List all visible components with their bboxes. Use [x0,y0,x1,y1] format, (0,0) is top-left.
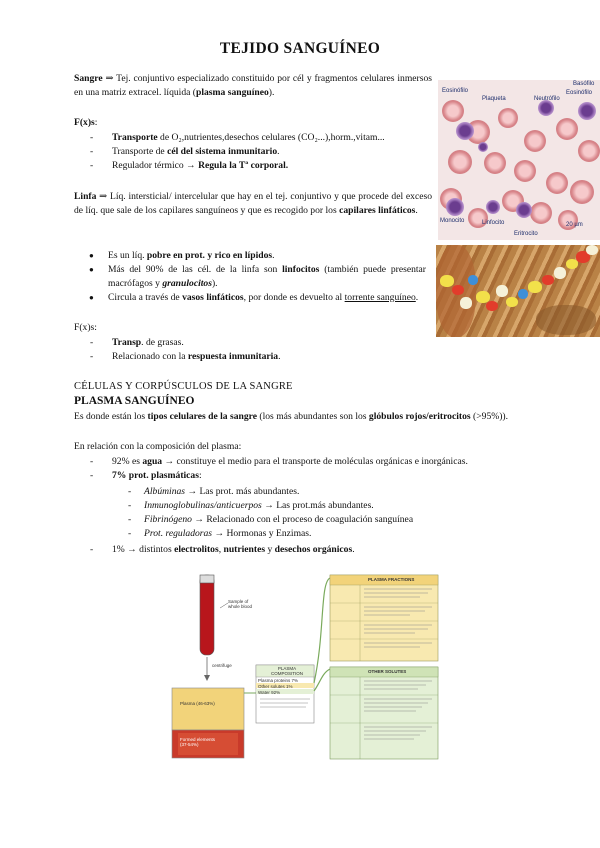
fx-heading: F(x)s: [74,117,98,128]
linfa-term: Linfa [74,191,97,202]
tube-sample-label: Sample of whole blood [228,599,253,609]
label-eosinofilo: Eosinófilo [566,90,593,96]
list-item: - Transporte de cél del sistema inmunitario. [90,146,280,157]
label-plaqueta: Plaqueta [482,96,506,102]
label-neutrofilo: Neutrófilo [534,96,560,102]
composition-last [90,543,532,557]
proteins-list [128,485,524,541]
list-item: - Fibrinógeno → Relacionado con el proceso de coagulación sanguínea [128,514,414,525]
composition-row: Other solutes 1% [258,684,293,689]
other-solutes-label: OTHER SOLUTES [368,669,407,674]
list-item: ● Más del 90% de las cél. de la linfa son linfocitos (también puede presentar macrófagos y granulocitos). [89,264,426,289]
list-item: ● Circula a través de vasos linfáticos, por donde es devuelto al torrente sanguíneo. [89,292,419,303]
plasma-composition-diagram [170,573,440,763]
fx2-list [90,336,432,364]
label-linfocito: Linfocito [482,220,505,226]
lymph-illustration [436,245,600,337]
plasma-line2: En relación con la composición del plasma: [74,441,242,452]
list-item: ● Es un líq. pobre en prot. y rico en lípidos. [89,250,275,261]
plasma-composition-label: PLASMA COMPOSITION [270,666,303,676]
section-title: CÉLULAS Y CORPÚSCULOS DE LA SANGRE [74,381,293,392]
sangre-term: Sangre [74,73,103,84]
tube-formed-label: Formed elements (37-54%) [180,737,216,747]
label-basofilo: Basófilo [573,81,595,87]
composition-list [90,455,532,483]
plasma-fractions-label: PLASMA FRACTIONS [368,577,415,582]
list-item: - 1% → distintos electrolitos, nutrientes y desechos orgánicos. [90,544,355,555]
arrow-icon: ⇒ [99,191,108,202]
blood-smear-image [438,80,600,240]
arrow-icon: ⇒ [105,73,114,84]
list-item: - Prot. reguladoras → Hormonas y Enzimas. [128,528,312,539]
list-item: - Inmunoglobulinas/anticuerpos → Las prot.más abundantes. [128,500,374,511]
label-eritrocito: Eritrocito [514,231,538,237]
plasma-paragraph: Es donde están los tipos celulares de la sangre (los más abundantes son los glóbulos rojos/eritrocitos (>95%)). [74,411,509,422]
list-item: - Transp. de grasas. [90,337,184,348]
list-item: - 92% es agua → constituye el medio para el transporte de moléculas orgánicas e inorgánicas. [90,456,468,467]
composition-row: Plasma proteins 7% [258,678,299,683]
plasma-title: PLASMA SANGUÍNEO [74,395,195,407]
linfa-bullets [89,249,426,305]
label-eosinofilo: Eosinófilo [442,88,469,94]
list-item: - Albúminas → Las prot. más abundantes. [128,486,300,497]
fx-list [90,131,442,173]
list-item: - 7% prot. plasmáticas: [90,470,202,481]
fx2-heading: F(x)s: [74,322,97,333]
list-item: - Regulador térmico → Regula la Tª corporal. [90,160,289,171]
scale-bar-label: 20 µm [566,222,583,228]
sangre-definition: Sangre ⇒ Tej. conjuntivo especializado constituido por cél y fragmentos celulares inmersos en una matriz extracel. líquida (plasma sanguíneo). [74,73,432,98]
label-monocito: Monocito [440,218,465,224]
page-title: TEJIDO SANGUÍNEO [219,40,381,57]
list-item: - Relacionado con la respuesta inmunitaria. [90,351,281,362]
centrifuge-label: centrifuge [212,663,232,668]
list-item: - Transporte de O₂,nutrientes,desechos celulares (CO₂...),horm.,vitam... [90,132,385,143]
tube-plasma-label: Plasma (46-63%) [180,701,215,706]
composition-row: Water 92% [258,690,281,695]
linfa-definition: Linfa ⇒ Líq. intersticial/ intercelular que hay en el tej. conjuntivo y que procede del exceso de líq. que sale de los capilares sanguíneos y que es recogido por los capilares linfáticos. [74,191,432,216]
